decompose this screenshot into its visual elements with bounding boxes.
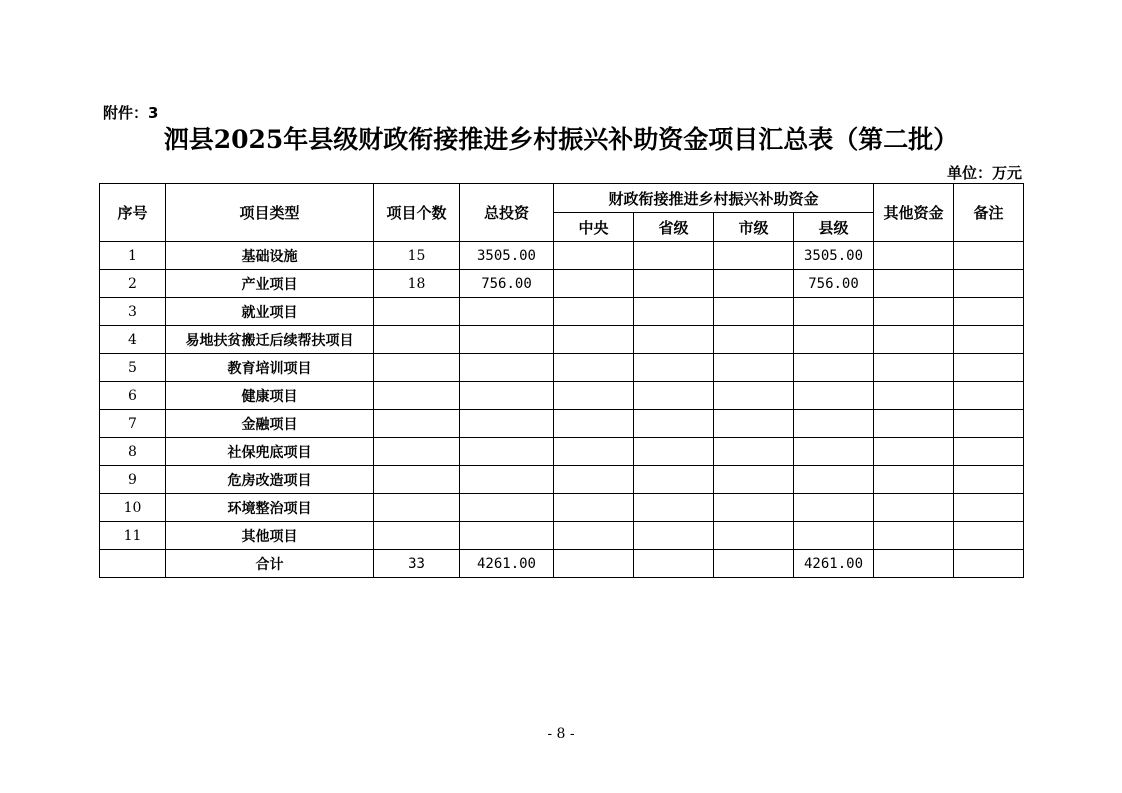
cell-central [554,438,634,466]
page-number: - 8 - [547,726,575,742]
cell-provincial [634,438,714,466]
table-row [100,438,1024,466]
cell-count [374,410,460,438]
cell-seq: 4 [100,326,166,354]
header-county: 县级 [794,213,874,242]
header-seq: 序号 [100,184,166,242]
table-row [100,326,1024,354]
cell-county [794,410,874,438]
cell-provincial [634,270,714,298]
cell-central [554,326,634,354]
cell-type: 社保兜底项目 [166,438,374,466]
cell-total [460,410,554,438]
cell-municipal [714,298,794,326]
cell-type: 其他项目 [166,522,374,550]
cell-other [874,522,954,550]
cell-central [554,410,634,438]
cell-count: 18 [374,270,460,298]
cell-count [374,494,460,522]
cell-total [460,382,554,410]
header-municipal: 市级 [714,213,794,242]
cell-remark [954,410,1024,438]
cell-type: 危房改造项目 [166,466,374,494]
cell-count [374,382,460,410]
cell-count [374,438,460,466]
cell-central [554,382,634,410]
cell-county [794,326,874,354]
cell-other [874,270,954,298]
cell-county [794,438,874,466]
cell-central [554,522,634,550]
cell-county: 756.00 [794,270,874,298]
header-project-count: 项目个数 [374,184,460,242]
cell-municipal [714,382,794,410]
cell-seq: 1 [100,242,166,270]
header-provincial: 省级 [634,213,714,242]
cell-central [554,354,634,382]
cell-remark [954,550,1024,578]
header-subsidy-group: 财政衔接推进乡村振兴补助资金 [554,184,874,213]
cell-county [794,494,874,522]
cell-municipal [714,354,794,382]
cell-municipal [714,242,794,270]
cell-remark [954,522,1024,550]
cell-central [554,494,634,522]
cell-total [460,298,554,326]
cell-total [460,466,554,494]
cell-total [460,438,554,466]
cell-total: 4261.00 [460,550,554,578]
cell-seq: 7 [100,410,166,438]
cell-count [374,298,460,326]
cell-other [874,354,954,382]
cell-provincial [634,242,714,270]
cell-other [874,550,954,578]
cell-provincial [634,326,714,354]
cell-count: 33 [374,550,460,578]
cell-county [794,382,874,410]
table-row [100,382,1024,410]
cell-count [374,326,460,354]
cell-provincial [634,354,714,382]
cell-seq: 9 [100,466,166,494]
table-row [100,298,1024,326]
cell-municipal [714,270,794,298]
cell-type: 金融项目 [166,410,374,438]
cell-other [874,298,954,326]
cell-municipal [714,438,794,466]
table-row [100,522,1024,550]
cell-county [794,298,874,326]
cell-type: 产业项目 [166,270,374,298]
cell-total [460,354,554,382]
table-header [100,184,1024,242]
cell-type: 就业项目 [166,298,374,326]
cell-provincial [634,382,714,410]
cell-count [374,466,460,494]
total-row [100,550,1024,578]
cell-total [460,494,554,522]
cell-seq: 10 [100,494,166,522]
cell-total: 3505.00 [460,242,554,270]
cell-total [460,522,554,550]
cell-provincial [634,466,714,494]
cell-type: 易地扶贫搬迁后续帮扶项目 [166,326,374,354]
cell-remark [954,494,1024,522]
cell-seq: 2 [100,270,166,298]
cell-type: 健康项目 [166,382,374,410]
header-central: 中央 [554,213,634,242]
cell-seq: 11 [100,522,166,550]
header-remarks: 备注 [954,184,1024,242]
cell-municipal [714,466,794,494]
cell-remark [954,466,1024,494]
cell-municipal [714,326,794,354]
cell-seq: 3 [100,298,166,326]
cell-central [554,466,634,494]
cell-total: 756.00 [460,270,554,298]
cell-municipal [714,494,794,522]
cell-other [874,326,954,354]
cell-other [874,438,954,466]
cell-seq: 8 [100,438,166,466]
cell-provincial [634,550,714,578]
cell-central [554,298,634,326]
cell-provincial [634,298,714,326]
table-row [100,494,1024,522]
cell-total [460,326,554,354]
cell-type: 合计 [166,550,374,578]
cell-remark [954,326,1024,354]
attachment-label: 附件：3 [103,104,159,122]
table-row [100,270,1024,298]
cell-municipal [714,550,794,578]
cell-central [554,550,634,578]
cell-central [554,270,634,298]
table-row [100,354,1024,382]
cell-remark [954,298,1024,326]
summary-table [99,183,1024,578]
cell-remark [954,242,1024,270]
cell-provincial [634,410,714,438]
cell-count [374,354,460,382]
cell-remark [954,438,1024,466]
unit-label: 单位：万元 [946,164,1022,182]
cell-seq: 5 [100,354,166,382]
cell-municipal [714,522,794,550]
cell-remark [954,270,1024,298]
header-project-type: 项目类型 [166,184,374,242]
cell-county [794,354,874,382]
cell-provincial [634,494,714,522]
header-total-investment: 总投资 [460,184,554,242]
table-row [100,410,1024,438]
cell-type: 教育培训项目 [166,354,374,382]
cell-remark [954,354,1024,382]
cell-central [554,242,634,270]
cell-county [794,522,874,550]
cell-seq: 6 [100,382,166,410]
cell-seq [100,550,166,578]
cell-county: 4261.00 [794,550,874,578]
header-other-funds: 其他资金 [874,184,954,242]
cell-other [874,382,954,410]
cell-count [374,522,460,550]
table-row [100,242,1024,270]
cell-county [794,466,874,494]
table-body [100,242,1024,578]
cell-other [874,494,954,522]
cell-remark [954,382,1024,410]
cell-type: 基础设施 [166,242,374,270]
cell-count: 15 [374,242,460,270]
cell-municipal [714,410,794,438]
cell-county: 3505.00 [794,242,874,270]
page-title: 泗县2025年县级财政衔接推进乡村振兴补助资金项目汇总表（第二批） [163,125,959,154]
table-row [100,466,1024,494]
cell-provincial [634,522,714,550]
cell-type: 环境整治项目 [166,494,374,522]
cell-other [874,410,954,438]
cell-other [874,242,954,270]
cell-other [874,466,954,494]
